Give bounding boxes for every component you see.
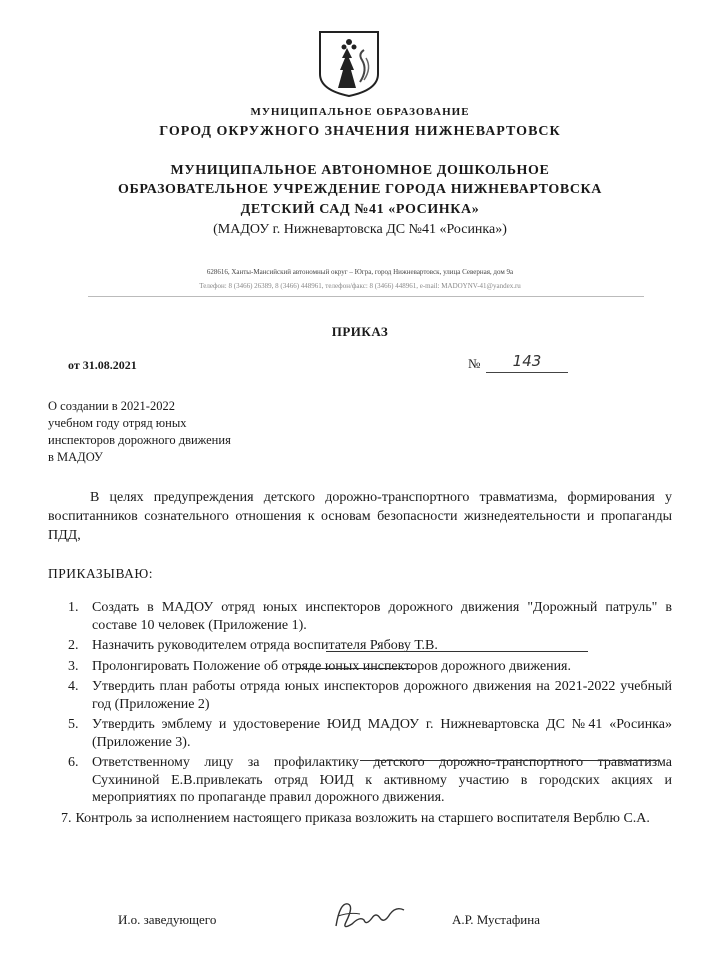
item-number: 1.: [68, 600, 79, 615]
order-item: [66, 678, 672, 713]
city-emblem-icon: [318, 30, 380, 98]
city-heading: ГОРОД ОКРУЖНОГО ЗНАЧЕНИЯ НИЖНЕВАРТОВСК: [159, 124, 561, 139]
item-text: Назначить руководителем отряда воспитателя Рябову Т.В.: [92, 638, 438, 653]
order-item: [66, 658, 672, 676]
item-text: Утвердить эмблему и удостоверение ЮИД МАДОУ г. Нижневартовска ДС №41 «Росинка» (Приложение 3).: [92, 717, 672, 750]
number-sign: №: [468, 356, 481, 371]
order-item: [61, 810, 672, 828]
order-items-list: [61, 599, 672, 830]
item-number: 4.: [68, 679, 79, 694]
number-value: 143: [512, 352, 542, 370]
order-heading: ПРИКАЗЫВАЮ:: [48, 566, 153, 581]
item-text: Пролонгировать Положение об отряде юных инспекторов дорожного движения.: [92, 658, 571, 674]
municipality-heading: МУНИЦИПАЛЬНОЕ ОБРАЗОВАНИЕ: [250, 106, 470, 118]
item-number: 6.: [68, 755, 79, 770]
number-underline: [486, 372, 568, 373]
pen-underline: [296, 668, 416, 671]
subject-line: учебном году отряд юных: [48, 416, 187, 430]
organization-contacts: Телефон: 8 (3466) 26389, 8 (3466) 448961, телефон/факс: 8 (3466) 448961, e-mail: MADOYNV-41@yandex.ru: [199, 282, 521, 290]
signer-position: И.о. заведующего: [118, 912, 217, 927]
item-text: Контроль за исполнением настоящего приказа возложить на старшего воспитателя Верблю С.А.: [75, 810, 650, 826]
item-number: 7.: [61, 810, 72, 826]
item-number: 2.: [68, 638, 79, 653]
item-text: Утвердить план работы отряда юных инспекторов дорожного движения на 2021-2022 учебный год (Приложение 2): [92, 679, 672, 712]
organization-name-line-1: МУНИЦИПАЛЬНОЕ АВТОНОМНОЕ ДОШКОЛЬНОЕ: [170, 163, 550, 178]
document-number: [468, 352, 568, 374]
document-date: от 31.08.2021: [68, 358, 137, 372]
subject-line: инспекторов дорожного движения: [48, 433, 231, 447]
signer-name: А.Р. Мустафина: [452, 912, 540, 927]
handwritten-signature: [330, 896, 410, 934]
organization-short-name: (МАДОУ г. Нижневартовска ДС №41 «Росинка»): [213, 222, 507, 237]
document-title: ПРИКАЗ: [331, 324, 389, 339]
header-divider: [88, 296, 644, 297]
preamble-paragraph: В целях предупреждения детского дорожно-транспортного травматизма, формирования у воспитанников сознательного отношения к основам безопасности жизнедеятельности и пропаганды ПДД,: [48, 490, 672, 543]
item-text: Создать в МАДОУ отряд юных инспекторов дорожного движения "Дорожный патруль" в составе 10 человек (Приложение 1).: [92, 600, 672, 633]
organization-address: 628616, Ханты-Мансийский автономный округ – Югра, город Нижневартовск, улица Северная, дом 9а: [206, 268, 514, 276]
organization-name-line-3: ДЕТСКИЙ САД №41 «РОСИНКА»: [240, 202, 480, 217]
document-subject: [48, 398, 231, 466]
organization-name-line-2: ОБРАЗОВАТЕЛЬНОЕ УЧРЕЖДЕНИЕ ГОРОДА НИЖНЕВАРТОВСКА: [118, 182, 602, 197]
pen-underline: [326, 651, 588, 654]
order-item: [66, 599, 672, 634]
item-number: 5.: [68, 717, 79, 732]
subject-line: в МАДОУ: [48, 450, 103, 464]
order-item: [66, 716, 672, 751]
item-text: Ответственному лицу за профилактику детского дорожно-транспортного травматизма Сухининой Е.В.привлекать отряд ЮИД к активному участию в городских акциях и мероприятиях по пропаганде правил дорожного движения.: [92, 755, 672, 805]
subject-line: О создании в 2021-2022: [48, 399, 175, 413]
pen-underline: [360, 760, 660, 763]
item-number: 3.: [68, 658, 79, 674]
